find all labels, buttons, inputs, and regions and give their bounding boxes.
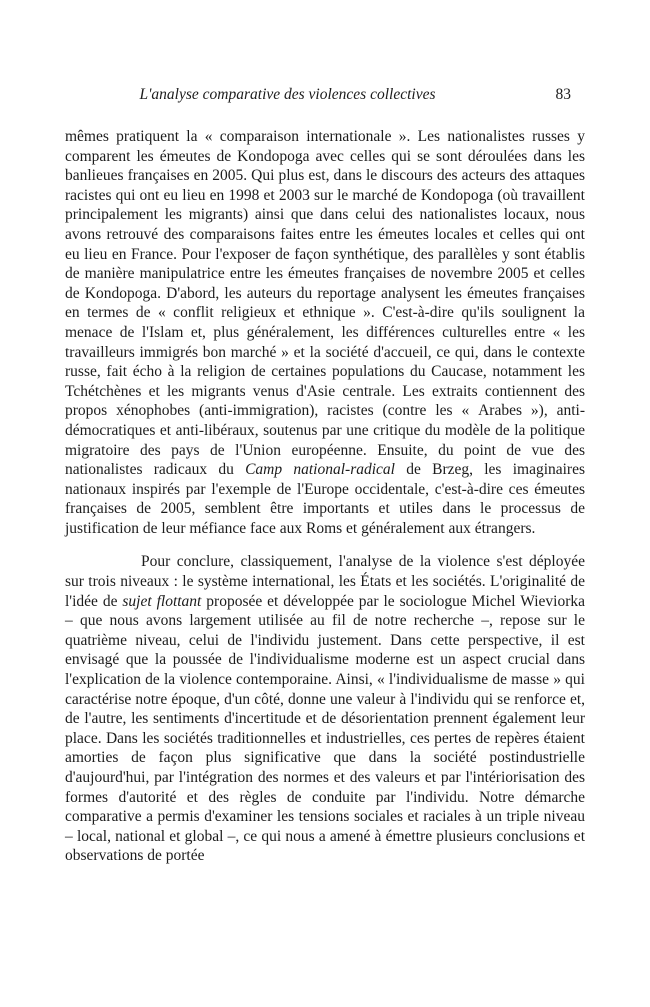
running-head <box>65 85 585 107</box>
text-segment: de Brzeg, les imaginaires nationaux inspirés par l'exemple de l'Europe occidentale, c'est-à-dire ces émeutes françaises de 2005, semblent être importants et utiles dans le processus de justification de leur méfiance face aux Roms et généralement aux étrangers. <box>65 461 586 537</box>
text-segment: mêmes pratiquent la « comparaison internationale ». Les nationalistes russes y comparent les émeutes de Kondopoga avec celles qui se sont déroulées dans les banlieues françaises en 2005. Qui plus est, dans le discours des acteurs des attaques racistes qui ont eu lieu en 1998 et 2003 sur le marché de Kondopoga (où travaillent principalement les migrants) ainsi que dans celui des nationalistes locaux, nous avons retrouvé des comparaisons faites entre les émeutes locales et celles qui ont eu lieu en France. Pour l'exposer de façon synthétique, des parallèles y sont établis de manière manipulatrice entre les émeutes françaises de novembre 2005 et celles de Kondopoga. D'abord, les auteurs du reportage analysent les émeutes françaises en termes de « conflit religieux et ethnique ». C'est-à-dire qu'ils soulignent la menace de l'Islam et, plus généralement, les différences culturelles entre « les travailleurs immigrés bon marché » et la société d'accueil, ce qui, dans le contexte russe, fait écho à la religion de certaines populations du Caucase, notamment les Tchétchènes et les migrants venus d'Asie centrale. Les extraits contiennent des propos xénophobes (anti-immigration), racistes (contre les « Arabes »), anti-démocratiques et anti-libéraux, soutenus par une critique du modèle de la politique migratoire des pays de l'Union européenne. Ensuite, du point de vue des nationalistes radicaux du <box>65 128 585 479</box>
text-segment: proposée et développée par le sociologue Michel Wieviorka – que nous avons largement utilisée au fil de notre recherche –, repose sur le quatrième niveau, celui de l'individu justement. Dans cette perspective, il est envisagé que la poussée de l'individualisme moderne est un aspect crucial dans l'explication de la violence contemporaine. Ainsi, « l'individualisme de masse » qui caractérise notre époque, d'un côté, donne une valeur à l'individu qui se renforce et, de l'autre, les sentiments d'incertitude et de désorientation prennent également leur place. Dans les sociétés traditionnelles et industrielles, ces pertes de repères étaient amorties de façon plus significative que dans la société postindustrielle d'aujourd'hui, par l'intégration des normes et des valeurs et par l'intériorisation des formes d'autorité et des règles de conduite par l'individu. Notre démarche comparative a permis d'examiner les tensions sociales et raciales à un triple niveau – local, national et global –, ce qui nous a amené à émettre plusieurs conclusions et observations de portée <box>65 592 586 865</box>
paragraph-1 <box>65 127 585 538</box>
text-segment: Pour conclure, classiquement, l'analyse de la violence s'est déployée sur trois niveaux : le système international, les États et les sociétés. L'originalité de l'idée de <box>65 553 585 610</box>
text-block <box>65 127 585 866</box>
page-number: 83 <box>555 86 571 103</box>
italic-phrase: Camp national-radical <box>245 461 395 479</box>
running-head-title: L'analyse comparative des violences collectives <box>139 86 436 103</box>
paragraph-2 <box>65 552 585 866</box>
italic-phrase: sujet flottant <box>122 592 202 610</box>
